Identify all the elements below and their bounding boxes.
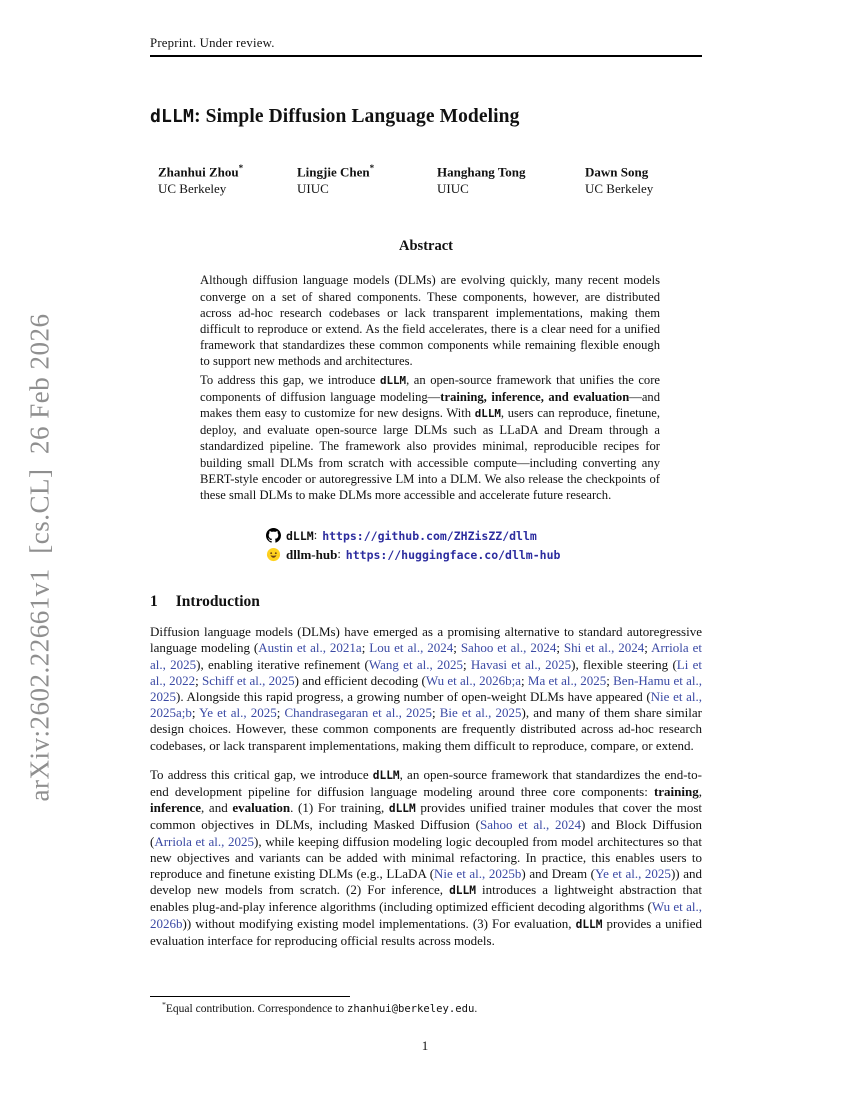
huggingface-icon [266,547,281,562]
mono-bold-text: dLLM [372,768,400,782]
citation-link[interactable]: Arriola et al., 2025 [150,640,702,672]
mono-bold-text: dLLM [575,917,603,931]
author-affiliation: UC Berkeley [158,181,227,197]
mono-bold-text: dLLM [474,406,501,420]
citation-link[interactable]: Wu et al., 2026b;a [425,672,522,688]
text: ; [606,672,614,688]
link-colon: : [313,528,318,543]
citation-link[interactable]: Nie et al., 2025b [434,866,522,882]
superscript-mark: * [162,1000,166,1009]
text: ) and Dream ( [521,866,595,882]
text: , and [201,800,233,816]
bold-text: training [653,784,699,799]
text: ; [521,672,528,688]
github-icon [266,528,281,543]
text: , an open-source framework that unifies the core components of diffusion language modeling— [200,372,661,404]
arxiv-watermark: arXiv:2602.22661v1 [cs.CL] 26 Feb 2026 [24,313,55,801]
huggingface-link-row [266,545,702,564]
citation-link[interactable]: Li et al., 2022 [150,656,703,688]
text: ) and Block Diffusion ( [150,817,703,849]
resource-links [266,526,702,564]
text: , users can reproduce, finetune, deploy, and evaluate open-source large DLMs such as LLaDA and Dream through a standardized pipeline. The framework also provides minimal, reproducible recipes for building small DLMs from scratch with accessible compute—including converting any BERT-style encoder or autoregressive LM into a DLM. We also release the checkpoints of these small DLMs to make DLMs more accessible and accelerate future research. [200,405,660,502]
paper-title [150,106,702,128]
link-colon: : [337,547,341,562]
section-title: Introduction [175,593,260,611]
abstract-paragraph [200,372,660,504]
text: provides a unified evaluation interface for reproducing official results across models. [150,915,702,948]
author-name-text: Hanghang Tong [437,164,526,180]
text: Equal contribution. Correspondence to [165,1002,347,1015]
text: —and makes them easy to customize for new designs. With [200,389,660,420]
author-name [297,160,437,180]
text: ), enabling iterative refinement ( [196,656,369,672]
abstract-heading: Abstract [399,238,453,255]
text: ; [463,656,471,672]
intro-paragraph-1 [150,624,702,754]
citation-link[interactable]: Sahoo et al., 2024 [460,640,557,656]
author-name-text: Zhanhui Zhou [158,164,239,180]
citation-link[interactable]: Ma et al., 2025 [527,672,607,688]
mono-bold-text: dLLM [380,373,407,387]
text: ), while keeping diffusion modeling logic decoupled from model architectures so that new objectives and variants can be added with minimal refactoring. In practice, this enables users to reproduce and finetune existing DLMs (e.g., LLaDA ( [150,833,702,882]
author-affiliation: UIUC [297,181,329,197]
citation-link[interactable]: Ye et al., 2025 [595,866,671,882]
mono-bold-text: dLLM [388,802,416,816]
huggingface-link-label: dllm-hub [286,546,338,562]
citation-link[interactable]: Bie et al., 2025 [439,705,522,721]
text: Diffusion language models (DLMs) have emerged as a promising alternative to standard autoregressive language modeling ( [150,624,702,656]
github-link-label: dLLM [286,528,314,543]
citation-link[interactable]: Arriola et al., 2025 [154,833,255,849]
text: ) and efficient decoding ( [294,672,426,688]
text: )) and develop new models from scratch. (2) For inference, [150,866,702,898]
text: ), flexible steering ( [571,656,677,672]
text: ; [644,640,652,656]
author-block [150,160,702,197]
text: )) without modifying existing model implementations. (3) For evaluation, [182,915,576,931]
author-name [437,160,585,180]
author-column [585,160,653,197]
author-name-text: Lingjie Chen [297,164,370,180]
citation-link[interactable]: Sahoo et al., 2024 [479,817,581,833]
text: introduces a lightweight abstraction that enables plug-and-play inference algorithms (including optimized efficient decoding algorithms ( [150,882,702,915]
text: Although diffusion language models (DLMs) are evolving quickly, many recent models converge on a set of shared components. These components, however, are distributed across ad-hoc research codebases or lack transparent implementations, making them difficult to reproduce or extend. As the field accelerates, there is a clear need for a unified framework that standardizes these common components while remaining flexible enough to support new methods and architectures. [200,273,660,369]
intro-paragraph-2 [150,767,702,949]
text: To address this gap, we introduce [200,372,380,387]
footnote-text [150,1000,702,1015]
github-link-row [266,526,702,545]
text: , [698,784,702,799]
citation-link[interactable]: Ye et al., 2025 [199,705,277,721]
footnote-rule [150,996,350,997]
text: ; [361,640,370,656]
author-affiliation: UC Berkeley [585,181,654,197]
citation-link[interactable]: Shi et al., 2024 [563,640,645,656]
text: provides unified trainer modules that cover the most common objectives in DLMs, including Masked Diffusion ( [150,800,702,833]
citation-link[interactable]: Lou et al., 2024 [369,640,454,656]
citation-link[interactable]: Wang et al., 2025 [368,656,464,672]
text: To address this critical gap, we introduce [150,766,373,782]
text: . [474,1002,478,1015]
text: . (1) For training, [290,800,389,816]
citation-link[interactable]: Schiff et al., 2025 [202,672,295,688]
header-status: Preprint. Under review. [150,36,275,50]
text: ; [191,705,200,721]
text: , an open-source framework that standardizes the end-to-end development pipeline for diffusion language modeling around three core components: [150,766,702,799]
text: ), and many of them share similar design choices. However, these common components are frequently distributed across ad-hoc research codebases, or lack transparent implementations, making them difficult to reproduce, compare, or extend. [150,705,702,753]
citation-link[interactable]: Wu et al., 2026b [150,899,703,931]
author-column [158,160,297,197]
section-heading-introduction [150,593,702,611]
footnote-block [150,996,702,1015]
equal-contribution-mark: * [238,163,244,173]
bold-text: evaluation [232,800,291,816]
github-link-url[interactable]: https://github.com/ZHZisZZ/dllm [322,528,537,543]
mono-text: zhanhui@berkeley.edu [347,1002,475,1015]
author-column [437,160,585,197]
text: ; [453,640,461,656]
huggingface-link-url[interactable]: https://huggingface.co/dllm-hub [345,547,561,562]
text: ; [195,672,203,688]
mono-bold-text: dLLM [449,884,476,898]
citation-link[interactable]: Havasi et al., 2025 [470,656,572,672]
author-name [158,160,297,180]
author-name-text: Dawn Song [585,164,649,180]
abstract-paragraph [200,272,660,369]
text: ; [556,640,564,656]
author-column [297,160,437,197]
author-affiliation: UIUC [437,181,469,197]
text: ; [276,705,285,721]
section-number: 1 [150,593,158,611]
citation-link[interactable]: Nie et al., 2025a;b [150,688,702,721]
paper-content [150,0,702,949]
bold-text: training, inference, and evaluation [440,389,630,404]
text: ). Alongside this rapid progress, a growing number of open-weight DLMs have appeared ( [176,688,651,704]
citation-link[interactable]: Austin et al., 2021a [258,640,362,656]
abstract-body [200,272,660,503]
bold-text: inference [150,800,202,816]
text: : Simple Diffusion Language Modeling [194,106,520,127]
text: ; [431,705,440,721]
citation-link[interactable]: Ben-Hamu et al., 2025 [150,672,702,704]
header-rule [150,55,702,57]
mono-bold-text: dLLM [150,106,195,127]
page-number: 1 [421,1038,429,1053]
equal-contribution-mark: * [369,163,375,173]
author-name [585,160,653,180]
citation-link[interactable]: Chandrasegaran et al., 2025 [284,705,432,721]
